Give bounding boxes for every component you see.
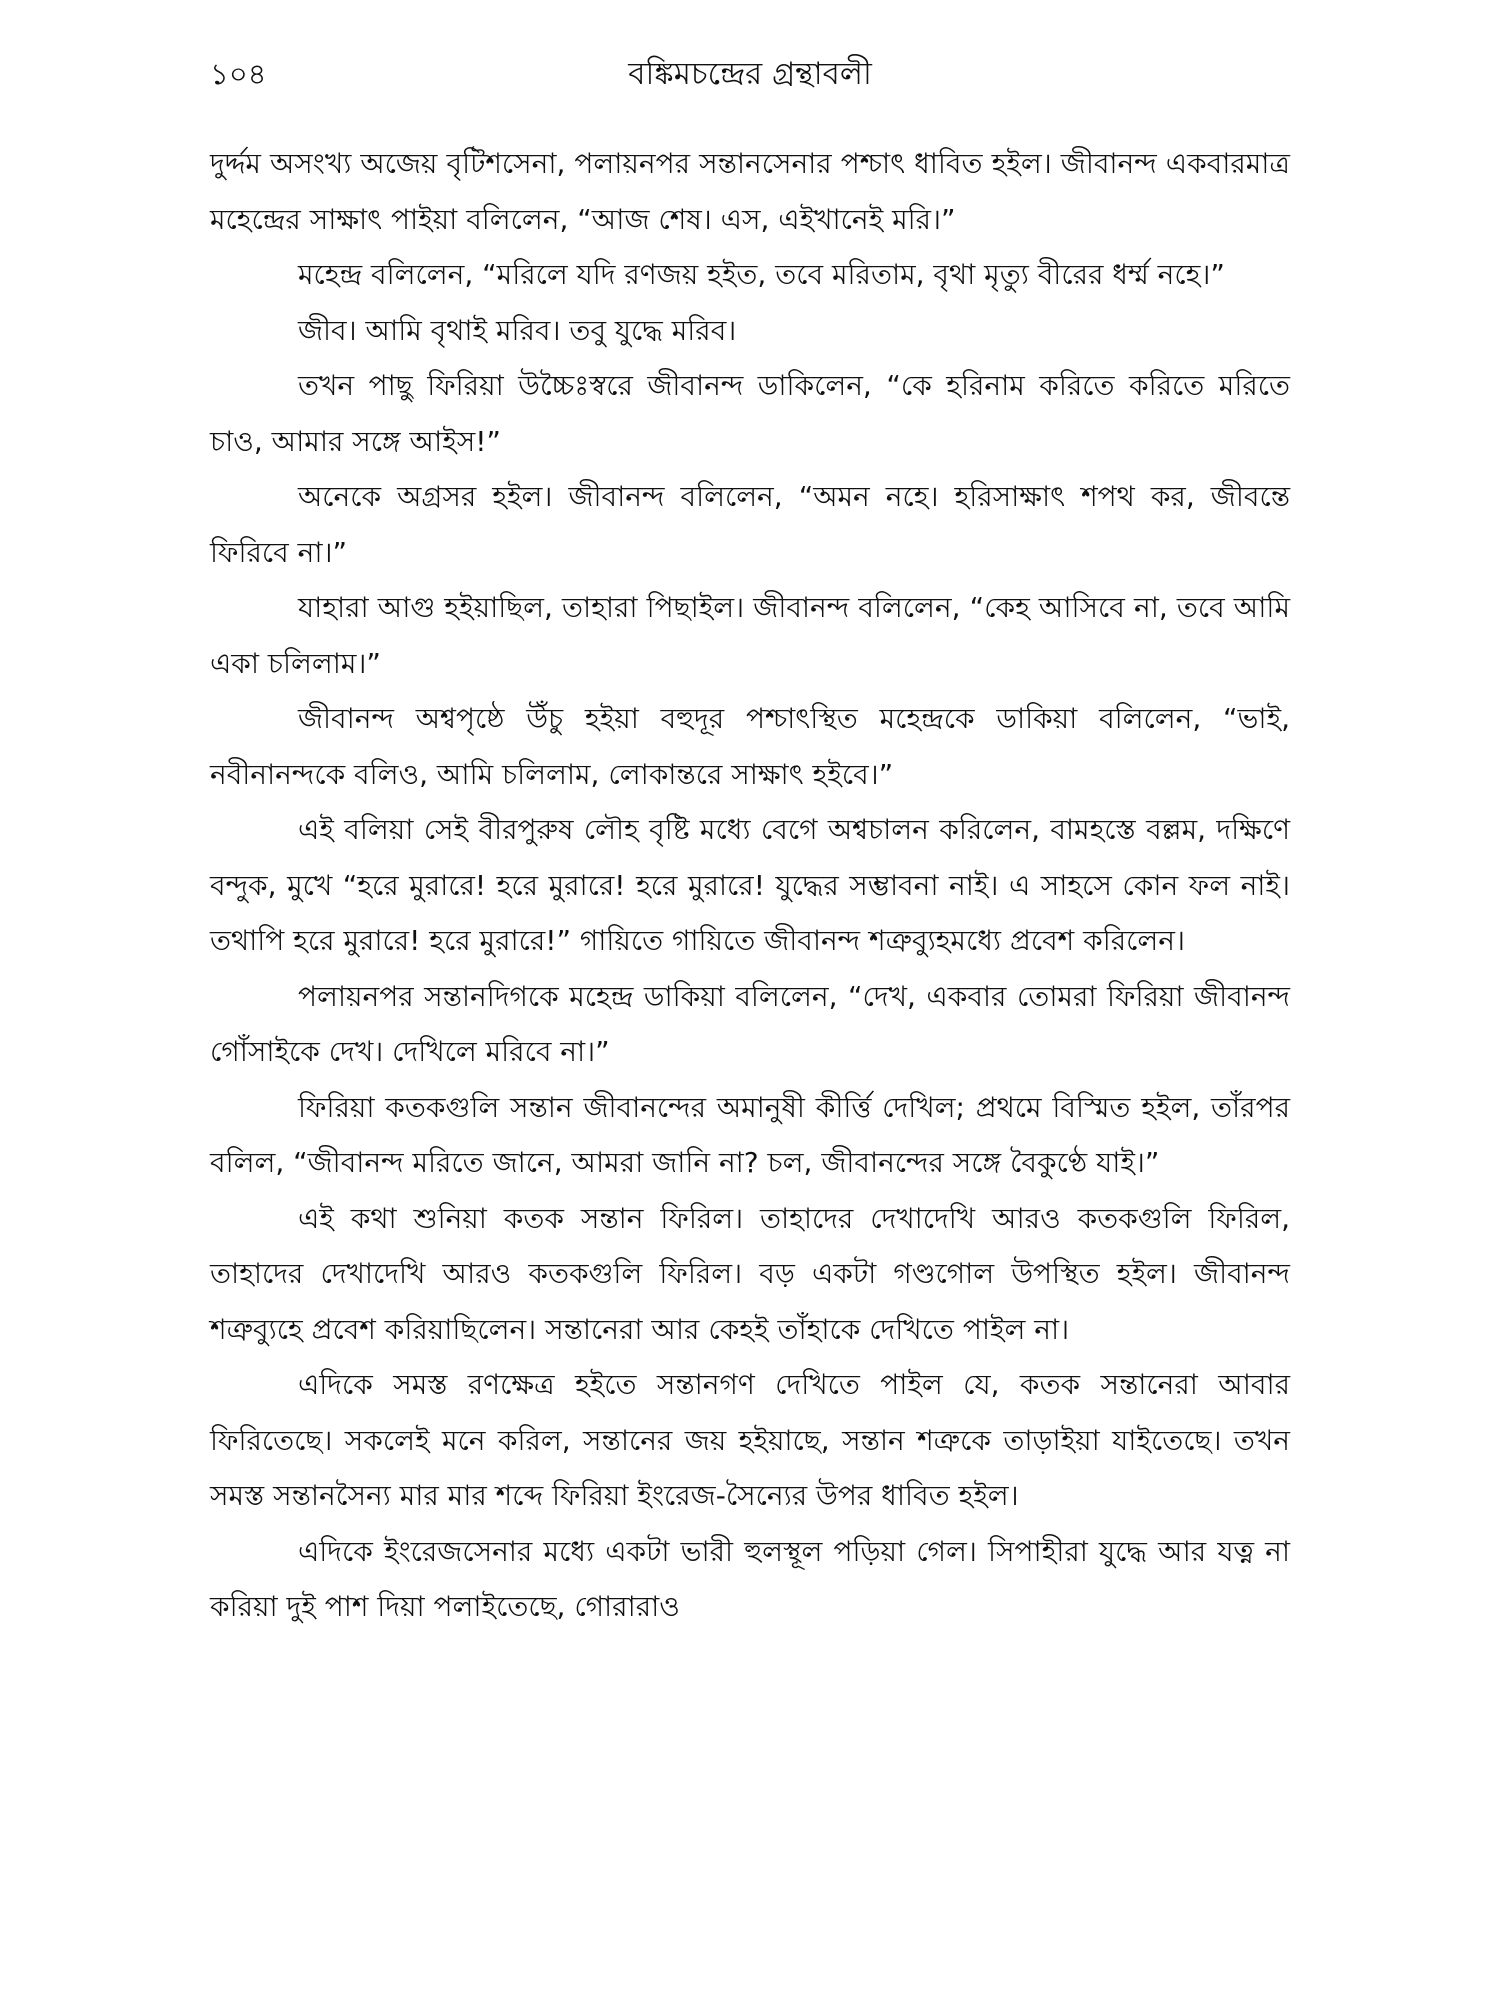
paragraph: এদিকে ইংরেজসেনার মধ্যে একটা ভারী হুলস্থূল পড়িয়া গেল। সিপাহীরা যুদ্ধে আর যত্ন না করিয়া দুই পাশ দিয়া পলাইতেছে, গোরারাও [210,1534,1290,1623]
paragraph: এই বলিয়া সেই বীরপুরুষ লৌহ বৃষ্টি মধ্যে বেগে অশ্বচালন করিলেন, বামহস্তে বল্লম, দক্ষিণে বন্দুক, মুখে “হরে মুরারে! হরে মুরারে! হরে মুরারে! যুদ্ধের সম্ভাবনা নাই। এ সাহসে কোন ফল নাই। তথাপি হরে মুরারে! হরে মুরারে!” গায়িতে গায়িতে জীবানন্দ শত্রুব্যুহমধ্যে প্রবেশ করিলেন। [210,813,1290,957]
paragraph: তখন পাছু ফিরিয়া উচ্চৈঃস্বরে জীবানন্দ ডাকিলেন, “কে হরিনাম করিতে করিতে মরিতে চাও, আমার সঙ্গে আইস!” [210,369,1290,458]
page-number: ১০৪ [210,57,267,91]
paragraph: এই কথা শুনিয়া কতক সন্তান ফিরিল। তাহাদের দেখাদেখি আরও কতকগুলি ফিরিল, তাহাদের দেখাদেখি আরও কতকগুলি ফিরিল। বড় একটা গণ্ডগোল উপস্থিত হইল। জীবানন্দ শত্রুব্যুহে প্রবেশ করিয়াছিলেন। সন্তানেরা আর কেহই তাঁহাকে দেখিতে পাইল না। [210,1201,1290,1346]
paragraph: জীব। আমি বৃথাই মরিব। তবু যুদ্ধে মরিব। [298,313,737,347]
paragraph: মহেন্দ্র বলিলেন, “মরিলে যদি রণজয় হইত, তবে মরিতাম, বৃথা মৃত্যু বীরের ধর্ম্ম নহে।” [298,258,1225,291]
body-text [210,136,1290,1635]
paragraph: পলায়নপর সন্তানদিগকে মহেন্দ্র ডাকিয়া বলিলেন, “দেখ, একবার তোমরা ফিরিয়া জীবানন্দ গোঁসাইকে দেখ। দেখিলে মরিবে না।” [210,979,1290,1068]
book-page [210,52,1290,1962]
paragraph: অনেকে অগ্রসর হইল। জীবানন্দ বলিলেন, “অমন নহে। হরিসাক্ষাৎ শপথ কর, জীবন্তে ফিরিবে না।” [210,480,1290,569]
paragraph: ফিরিয়া কতকগুলি সন্তান জীবানন্দের অমানুষী কীর্ত্তি দেখিল; প্রথমে বিস্মিত হইল, তাঁরপর বলিল, “জীবানন্দ মরিতে জানে, আমরা জানি না? চল, জীবানন্দের সঙ্গে বৈকুণ্ঠে যাই।” [210,1090,1290,1179]
paragraph: যাহারা আগু হইয়াছিল, তাহারা পিছাইল। জীবানন্দ বলিলেন, “কেহ আসিবে না, তবে আমি একা চলিলাম।” [210,591,1290,680]
page-header [210,52,1290,96]
running-title: বঙ্কিমচন্দ্রের গ্রন্থাবলী [628,56,872,92]
paragraph: জীবানন্দ অশ্বপৃষ্ঠে উঁচু হইয়া বহুদূর পশ্চাৎস্থিত মহেন্দ্রকে ডাকিয়া বলিলেন, “ভাই, নবীনানন্দকে বলিও, আমি চলিলাম, লোকান্তরে সাক্ষাৎ হইবে।” [210,702,1290,791]
paragraph: এদিকে সমস্ত রণক্ষেত্র হইতে সন্তানগণ দেখিতে পাইল যে, কতক সন্তানেরা আবার ফিরিতেছে। সকলেই মনে করিল, সন্তানের জয় হইয়াছে, সন্তান শত্রুকে তাড়াইয়া যাইতেছে। তখন সমস্ত সন্তানসৈন্য মার মার শব্দে ফিরিয়া ইংরেজ-সৈন্যের উপর ধাবিত হইল। [210,1368,1290,1512]
paragraph: দুর্দ্দম অসংখ্য অজেয় বৃটিশসেনা, পলায়নপর সন্তানসেনার পশ্চাৎ ধাবিত হইল। জীবানন্দ একবারমাত্র মহেন্দ্রের সাক্ষাৎ পাইয়া বলিলেন, “আজ শেষ। এস, এইখানেই মরি।” [210,147,1290,236]
